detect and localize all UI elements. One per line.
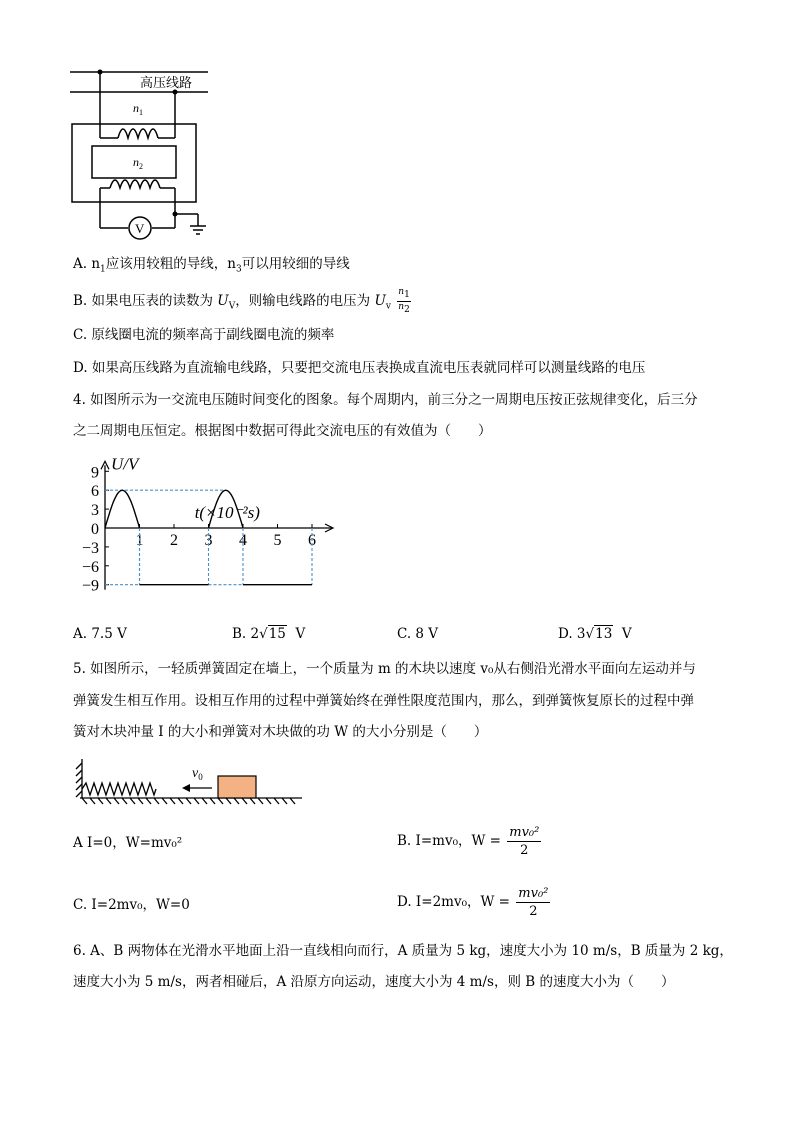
x-tick-label: 5 [273, 532, 282, 549]
voltmeter-label: V [135, 221, 145, 236]
q4-option-a: A. 7.5 V [73, 626, 127, 642]
q5-option-a: A I=0，W=mv₀² [73, 835, 183, 851]
spring-block-figure [70, 755, 310, 810]
x-tick-label: 3 [204, 532, 213, 549]
transformer-figure [60, 60, 220, 250]
x-tick-label: 1 [135, 532, 144, 549]
high-voltage-line-label: 高压线路 [140, 75, 193, 90]
x-tick-label: 2 [170, 532, 178, 549]
q5-stem-line1: 5. 如图所示，一轻质弹簧固定在墙上，一个质量为 m 的木块以速度 v₀从右侧沿光滑水平面向左运动并与 [73, 661, 696, 677]
y-tick-label: 9 [91, 464, 99, 482]
q4-stem-line1: 4. 如图所示为一交流电压随时间变化的图象。每个周期内，前三分之一周期电压按正弦规律变化，后三分 [73, 392, 698, 408]
q5-stem-line3: 簧对木块冲量 I 的大小和弹簧对木块做的功 W 的大小分别是（ ） [73, 724, 488, 740]
q6-stem-line1: 6. A、B 两物体在光滑水平地面上沿一直线相向而行，A 质量为 5 kg，速度大小为 10 m/s，B 质量为 2 kg， [73, 943, 733, 959]
q6-stem-line2: 速度大小为 5 m/s，两者相碰后，A 沿原方向运动，速度大小为 4 m/s，则 B 的速度大小为（ ） [73, 974, 675, 990]
q3-option-a: A. $n_1$应该用较粗的导线，$n_3$可以用较细的导线 [73, 256, 350, 275]
q5-option-b: B. I=mv₀，W = $\frac{\text{mv₀²}}{2}$ [397, 825, 540, 858]
y-tick-label: 3 [91, 502, 99, 520]
q4-option-b: B. 2√15 V [232, 626, 306, 642]
n1-label: $n_1$ [133, 101, 143, 117]
x-axis-label: t(×10⁻²s) [194, 503, 260, 522]
block [218, 776, 256, 798]
q4-option-c: C. 8 V [397, 626, 439, 642]
x-tick-label: 4 [239, 532, 247, 549]
y-tick-label: −3 [81, 539, 99, 557]
voltage-time-chart [70, 448, 330, 618]
y-tick-label: 0 [91, 521, 99, 538]
q4-option-d: D. 3√13 V [558, 626, 632, 642]
x-tick-label: 6 [308, 532, 316, 549]
q5-option-d: D. I=2mv₀，W = $\frac{\text{mv₀²}}{2}$ [397, 886, 549, 919]
y-tick-label: −9 [81, 577, 99, 595]
y-tick-label: 6 [91, 483, 99, 501]
velocity-label: $v_0$ [192, 766, 203, 782]
y-axis-label: U/V [111, 454, 139, 474]
q5-stem-line2: 弹簧发生相互作用。设相互作用的过程中弹簧始终在弹性限度范围内，那么，到弹簧恢复原长的过程中弹 [73, 693, 694, 709]
q4-stem-line2: 之二周期电压恒定。根据图中数据可得此交流电压的有效值为（ ） [73, 423, 492, 439]
q3-option-d: D. 如果高压线路为直流输电线路，只要把交流电压表换成直流电压表就同样可以测量线路的电压 [73, 360, 646, 376]
q3-option-c: C. 原线圈电流的频率高于副线圈电流的频率 [73, 327, 335, 343]
sine-arc-1 [105, 490, 140, 528]
y-tick-label: −6 [81, 558, 99, 576]
q5-option-c: C. I=2mv₀，W=0 [73, 897, 190, 913]
q3-option-b: B. 如果电压表的读数为 $U_V$，则输电线路的电压为 $U_v$ $\frac{n_1}{n_2}$ [73, 287, 410, 315]
n2-label: $n_2$ [133, 155, 143, 171]
